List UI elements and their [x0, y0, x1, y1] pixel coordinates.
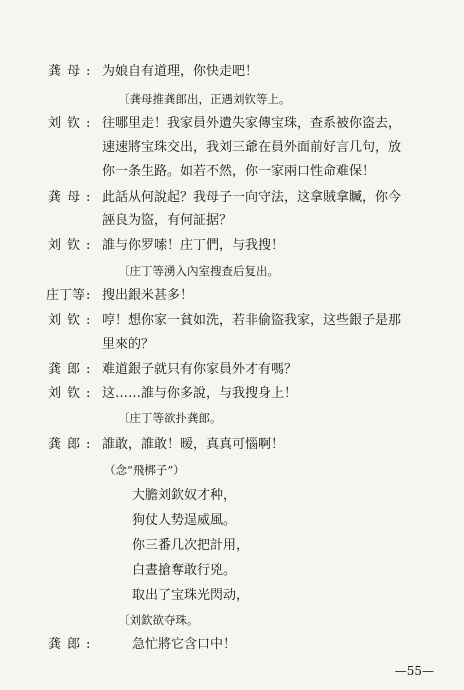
dialogue-text: 搜出銀米甚多！ — [102, 288, 194, 303]
dialogue-text: 为娘自有道理，你快走吧！ — [102, 64, 259, 79]
dialogue-text: 誰敢，誰敢！暧，真真可惱啊！ — [102, 437, 285, 452]
speaker-name: 刘 钦 — [48, 116, 82, 131]
verse-line: 急忙將它含口中！ — [132, 637, 237, 652]
dialogue-text: 此話从何說起？我母子一向守法，这拿賊拿贓，你今 — [102, 190, 402, 205]
speaker-name: 刘 钦 — [48, 386, 82, 401]
dialogue-text: 誣良为盜，有何証据？ — [102, 213, 233, 228]
speaker-name: 龚 郎 — [48, 637, 82, 652]
page-number: —55— — [394, 664, 434, 678]
dialogue-text: 这……誰与你多說，与我搜身上！ — [102, 386, 298, 401]
dialogue-text: 你一条生路。如若不然，你一家兩口性命难保！ — [102, 164, 376, 179]
dialogue-text: 誰与你罗嗦！庄丁們，与我搜！ — [102, 238, 285, 253]
speaker-name: 庄丁等 — [46, 288, 86, 303]
speaker-name: 龚 郎 — [48, 437, 82, 452]
speaker-name: 龚 郎 — [48, 362, 82, 377]
dialogue-text: 里來的？ — [102, 337, 155, 352]
dialogue-text: 难道銀子就只有你家員外才有嗎？ — [102, 362, 298, 377]
script-page: 龚 母 : 为娘自有道理，你快走吧！ 〔龚母推龚郎出，正遇刘钦等上。 刘 钦 : 往哪里走！我家員外遺失家傳宝珠，查系被你盗去， 速速將宝珠交出，我刘三爺在員外面前好言几句，放 你一条生路。如若不然，你一家兩口性命难保！ 龚 母 : 此話从何說起？我母子一向守法，这拿賊拿贓，你今 誣良为盜，有何証据？ 刘 钦 : 誰与你罗嗦！庄丁們，与我搜！ 〔庄丁等湧入內室搜查后复出。 庄丁等 : 搜出銀米甚多！ 刘 钦 : 哼！想你家一貧如洗，若非偷盜我家，这些銀子是那 里來的？ 龚 郎 : 难道銀子就只有你家員外才有嗎？ 刘 钦 : 这……誰与你多說，与我搜身上！ 〔庄丁等欲扑龚郎。 龚 郎 : 誰敢，誰敢！暧，真真可惱啊！ （念“飛梆子”） 大膽刘欽奴才种， 狗仗人势逞威風。 你三番几次把計用， 白晝搶奪敢行兇。 取出了宝珠光閃动， 〔刘欽欲夺珠。 龚 郎 : 急忙將它含口中！ —55— — [46, 64, 434, 678]
dialogue-text: 哼！想你家一貧如洗，若非偷盜我家，这些銀子是那 — [102, 313, 402, 328]
speaker-name: 龚 母 — [48, 64, 82, 79]
dialogue-text: 速速將宝珠交出，我刘三爺在員外面前好言几句，放 — [102, 140, 402, 155]
speaker-name: 刘 钦 — [48, 313, 82, 328]
speaker-name: 刘 钦 — [48, 238, 82, 253]
speaker-name: 龚 母 — [48, 190, 82, 205]
dialogue-text: 往哪里走！我家員外遺失家傳宝珠，查系被你盗去， — [102, 116, 402, 131]
